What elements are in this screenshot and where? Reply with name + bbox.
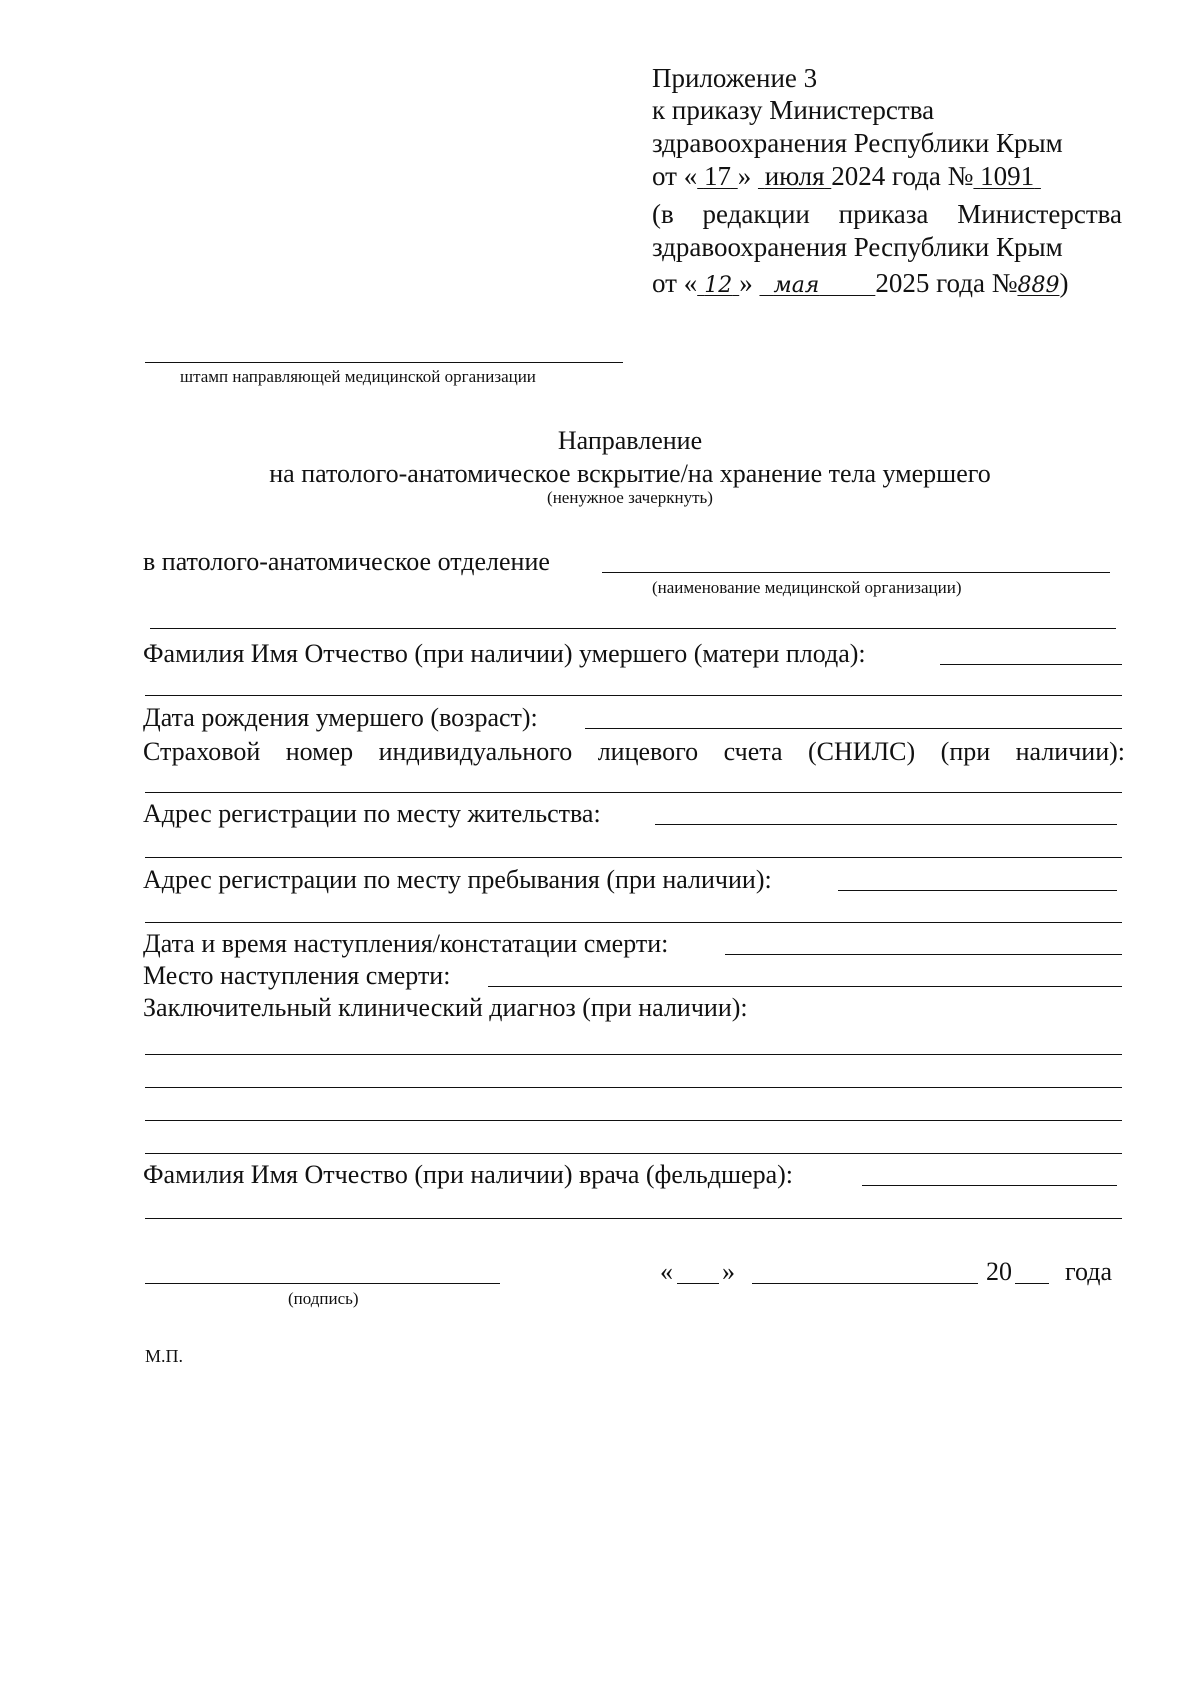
fio-deceased-input-line-2[interactable] xyxy=(145,695,1122,696)
department-label: в патолого-анатомическое отделение xyxy=(143,547,550,576)
diagnosis-input-line-1[interactable] xyxy=(145,1054,1122,1055)
order-number: 1091 xyxy=(980,161,1035,191)
department-caption: (наименование медицинской организации) xyxy=(652,578,962,597)
edition-from: от « xyxy=(652,268,698,298)
date-month-line[interactable] xyxy=(752,1283,978,1284)
fio-doctor-input-line-2[interactable] xyxy=(145,1218,1122,1219)
edition-number-handwritten: 889 xyxy=(1017,273,1060,298)
death-datetime-input-line[interactable] xyxy=(725,954,1122,955)
seal-mark: М.П. xyxy=(145,1346,184,1366)
fio-doctor-input-line[interactable] xyxy=(862,1185,1117,1186)
strike-note: (ненужное зачеркнуть) xyxy=(547,488,713,507)
order-year: 2024 года № xyxy=(831,161,974,191)
death-place-label: Место наступления смерти: xyxy=(143,961,451,990)
address-residence-label: Адрес регистрации по месту жительства: xyxy=(143,799,601,828)
year-suffix: года xyxy=(1065,1257,1113,1286)
year-prefix: 20 xyxy=(986,1257,1012,1286)
appendix-number: Приложение 3 xyxy=(652,63,818,93)
diagnosis-input-line-2[interactable] xyxy=(145,1087,1122,1088)
date-year-line[interactable] xyxy=(1015,1283,1049,1284)
snils-label: Страховой номер индивидуального лицевого счета (СНИЛС) (при наличии): xyxy=(143,737,1125,766)
order-reference: к приказу Министерства xyxy=(652,95,935,125)
date-day-line[interactable] xyxy=(677,1283,719,1284)
death-place-input-line[interactable] xyxy=(488,986,1122,987)
document-subtitle: на патолого-анатомическое вскрытие/на хранение тела умершего xyxy=(269,459,991,488)
snils-input-line[interactable] xyxy=(145,792,1122,793)
diagnosis-input-line-4[interactable] xyxy=(145,1153,1122,1154)
order-mid: » xyxy=(737,161,752,191)
address-stay-input-line[interactable] xyxy=(838,890,1117,891)
edition-date-line xyxy=(652,267,1068,302)
order-month: июля xyxy=(764,161,825,191)
edition-month-handwritten: мая xyxy=(773,273,820,298)
edition-day-handwritten: 12 xyxy=(704,273,733,298)
fio-deceased-label: Фамилия Имя Отчество (при наличии) умершего (матери плода): xyxy=(143,639,866,668)
stamp-caption: штамп направляющей медицинской организации xyxy=(180,367,536,386)
document-title: Направление xyxy=(557,426,703,455)
death-datetime-label: Дата и время наступления/констатации смерти: xyxy=(143,929,669,958)
diagnosis-input-line-3[interactable] xyxy=(145,1120,1122,1121)
ministry-name: здравоохранения Республики Крым xyxy=(652,128,1063,158)
diagnosis-label: Заключительный клинический диагноз (при наличии): xyxy=(143,993,748,1022)
edition-close: ) xyxy=(1059,268,1069,298)
order-date-line xyxy=(652,160,1041,192)
birth-date-input-line[interactable] xyxy=(585,728,1122,729)
birth-date-label: Дата рождения умершего (возраст): xyxy=(143,703,538,732)
edition-mid: » xyxy=(739,268,753,298)
signature-caption: (подпись) xyxy=(288,1289,359,1308)
address-residence-input-line-2[interactable] xyxy=(145,857,1122,858)
fio-deceased-input-line[interactable] xyxy=(940,664,1122,665)
address-stay-input-line-2[interactable] xyxy=(145,922,1122,923)
edition-year: 2025 года № xyxy=(875,268,1018,298)
fio-doctor-label: Фамилия Имя Отчество (при наличии) врача (фельдшера): xyxy=(143,1160,793,1189)
address-stay-label: Адрес регистрации по месту пребывания (при наличии): xyxy=(143,865,772,894)
date-close-quote: » xyxy=(722,1257,735,1286)
signature-line[interactable] xyxy=(145,1283,500,1284)
edition-line-2: здравоохранения Республики Крым xyxy=(652,232,1063,262)
edition-line-1: (в редакции приказа Министерства xyxy=(652,199,1122,229)
order-from: от « xyxy=(652,161,698,191)
stamp-line xyxy=(145,362,623,363)
order-day: 17 xyxy=(703,161,731,191)
address-residence-input-line[interactable] xyxy=(655,824,1117,825)
department-input-line-2[interactable] xyxy=(150,628,1116,629)
department-input-line[interactable] xyxy=(602,572,1110,573)
date-open-quote: « xyxy=(660,1257,673,1286)
